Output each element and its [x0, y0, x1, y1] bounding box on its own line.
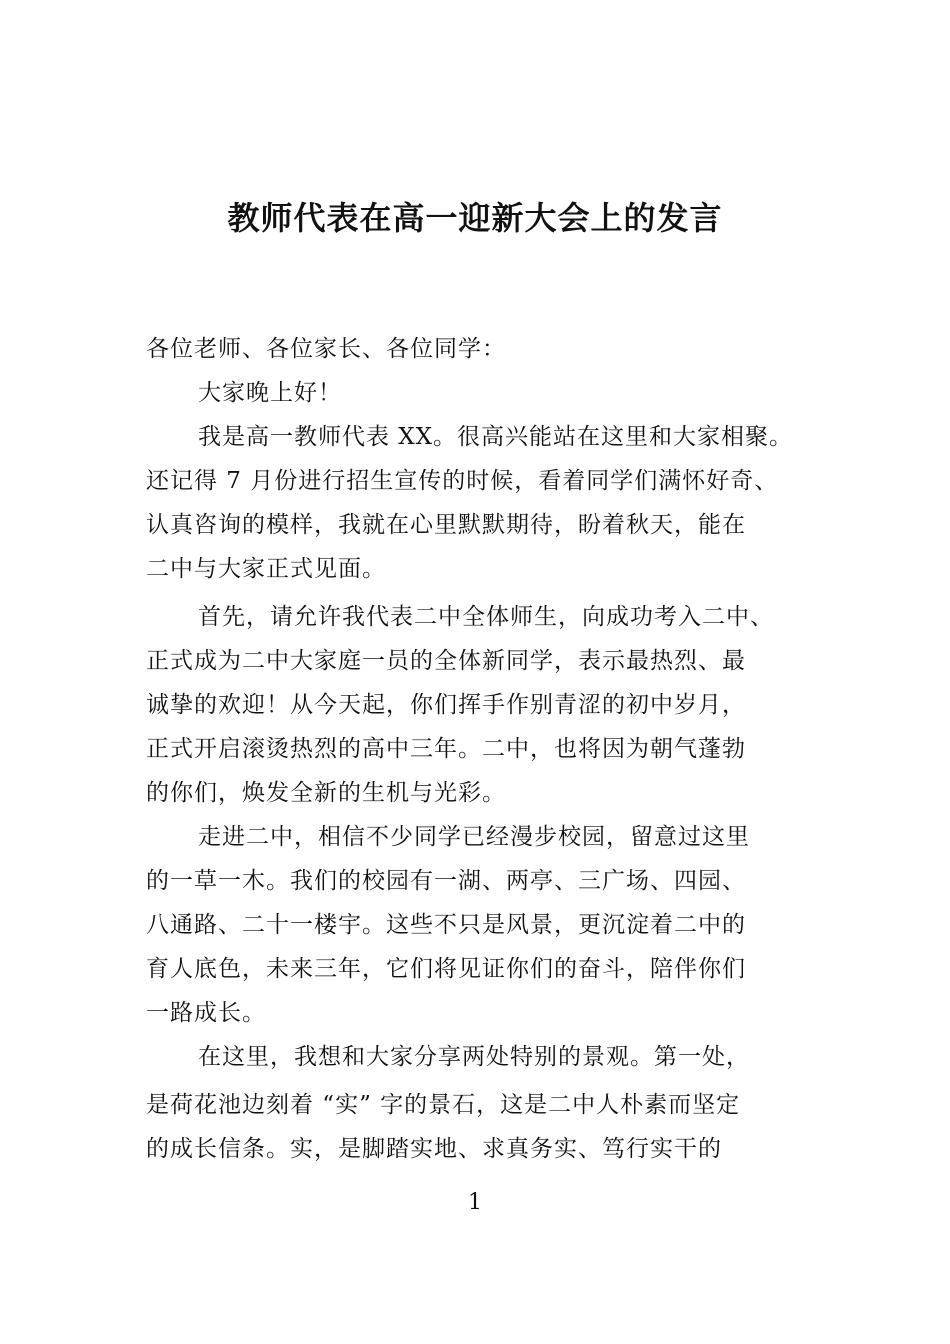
- paragraph-line: 一路成长。: [146, 1000, 266, 1026]
- paragraph-line: 是荷花池边刻着 “实” 字的景石，这是二中人朴素而坚定: [146, 1092, 741, 1118]
- document-title: 教师代表在高一迎新大会上的发言: [227, 199, 723, 237]
- paragraph-line: 走进二中，相信不少同学已经漫步校园，留意过这里: [198, 824, 750, 850]
- paragraph-line: 二中与大家正式见面。: [146, 556, 386, 582]
- salutation-line: 各位老师、各位家长、各位同学：: [146, 336, 506, 362]
- paragraph-line: 正式开启滚烫热烈的高中三年。二中，也将因为朝气蓬勃: [146, 736, 746, 762]
- page-number: 1: [468, 1190, 482, 1215]
- paragraph-line: 的一草一木。我们的校园有一湖、两亭、三广场、四园、: [146, 868, 746, 894]
- paragraph-line: 认真咨询的模样，我就在心里默默期待，盼着秋天，能在: [146, 512, 746, 538]
- paragraph-line: 的你们，焕发全新的生机与光彩。: [146, 780, 506, 806]
- paragraph-line: 的成长信条。实，是脚踏实地、求真务实、笃行实干的: [146, 1136, 722, 1162]
- greeting-line: 大家晚上好！: [198, 380, 342, 406]
- paragraph-line: 八通路、二十一楼宇。这些不只是风景，更沉淀着二中的: [146, 912, 746, 938]
- paragraph-line: 育人底色，未来三年，它们将见证你们的奋斗，陪伴你们: [146, 956, 746, 982]
- paragraph-line: 在这里，我想和大家分享两处特别的景观。第一处，: [198, 1044, 750, 1070]
- paragraph-line: 诚挚的欢迎！从今天起，你们挥手作别青涩的初中岁月，: [146, 692, 746, 718]
- paragraph-line: 首先，请允许我代表二中全体师生，向成功考入二中、: [198, 604, 774, 630]
- paragraph-line: 还记得 7 月份进行招生宣传的时候，看着同学们满怀好奇、: [146, 468, 779, 494]
- paragraph-line: 我是高一教师代表 XX。很高兴能站在这里和大家相聚。: [198, 424, 794, 450]
- paragraph-line: 正式成为二中大家庭一员的全体新同学，表示最热烈、最: [146, 648, 746, 674]
